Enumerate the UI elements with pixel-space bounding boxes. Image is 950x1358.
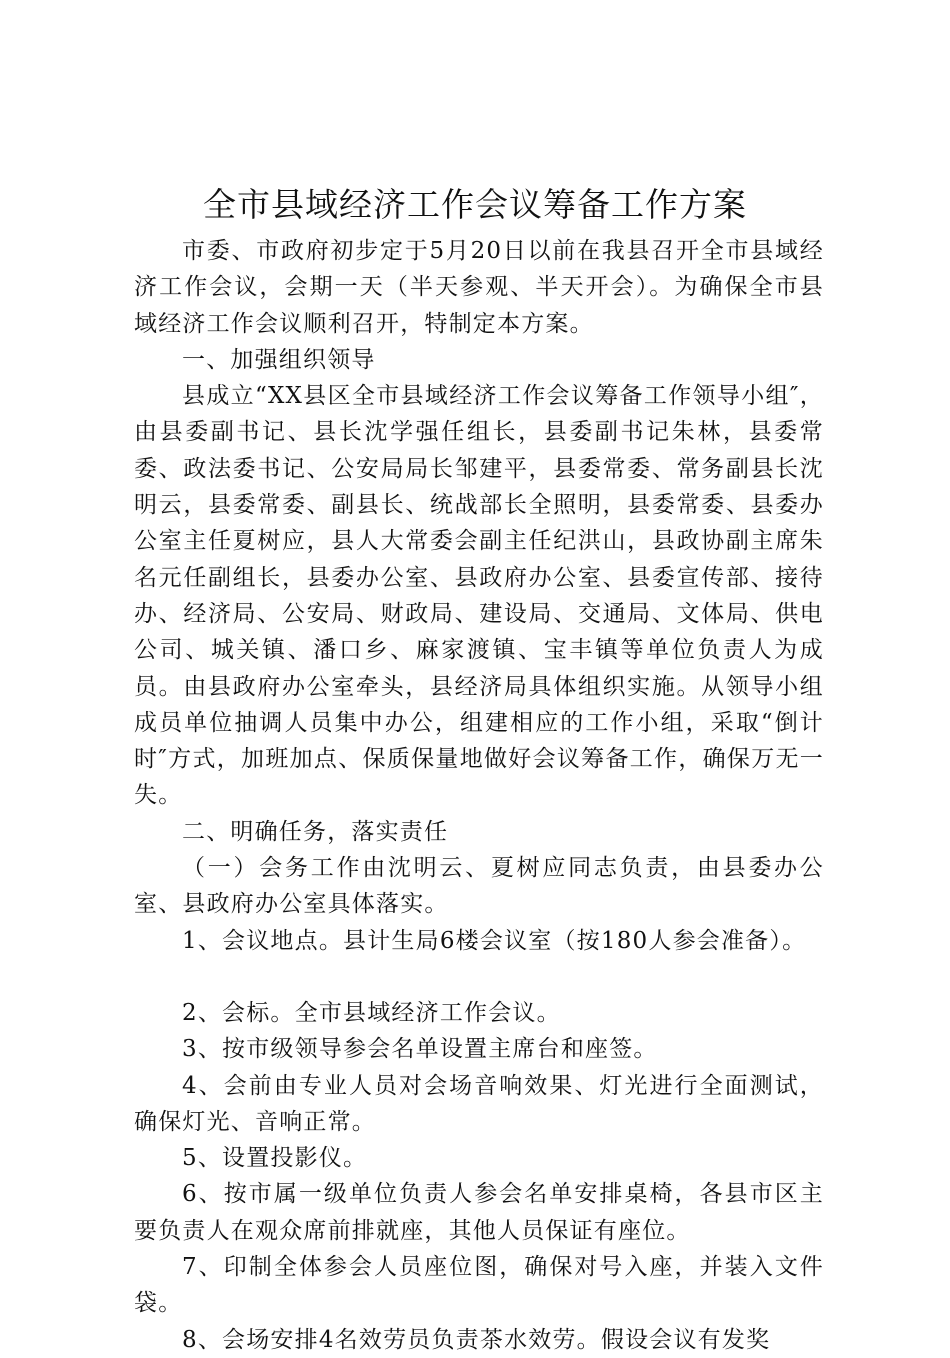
subsection-heading-1: （一）会务工作由沈明云、夏树应同志负责，由县委办公室、县政府办公室具体落实。 xyxy=(134,855,824,918)
list-item: 4、会前由专业人员对会场音响效果、灯光进行全面测试，确保灯光、音响正常。 xyxy=(134,1072,824,1135)
document-title: 全市县域经济工作会议筹备工作方案 xyxy=(203,185,747,224)
leadership-paragraph: 县成立“XX县区全市县域经济工作会议筹备工作领导小组″，由县委副书记、县长沈学强任组长，县委副书记朱林，县委常委、政法委书记、公安局局长邹建平，县委常委、常务副县长沈明云，县委常委、副县长、统战部长全照明，县委常委、县委办公室主任夏树应，县人大常委会副主任纪洪山，县政协副主席朱名元任副组长，县委办公室、县政府办公室、县委宣传部、接待办、经济局、公安局、财政局、建设局、交通局、文体局、供电公司、城关镇、潘口乡、麻家渡镇、宝丰镇等单位负责人为成员。由县政府办公室牵头，县经济局具体组织实施。从领导小组成员单位抽调人员集中办公，组建相应的工作小组，采取“倒计时″方式，加班加点、保质保量地做好会议筹备工作，确保万无一失。 xyxy=(134,383,824,809)
intro-paragraph: 市委、市政府初步定于5月20日以前在我县召开全市县域经济工作会议，会期一天（半天参观、半天开会）。为确保全市县域经济工作会议顺利召开，特制定本方案。 xyxy=(134,238,824,337)
list-item: 2、会标。全市县域经济工作会议。 xyxy=(182,999,561,1026)
section-heading-1: 一、加强组织领导 xyxy=(182,346,376,373)
list-item: 5、设置投影仪。 xyxy=(182,1145,368,1172)
list-item: 8、会场安排4名效劳员负责茶水效劳。假设会议有发奖 xyxy=(182,1326,771,1353)
list-item: 1、会议地点。县计生局6楼会议室（按180人参会准备）。 xyxy=(182,927,807,954)
section-heading-2: 二、明确任务，落实责任 xyxy=(182,818,449,845)
document-body xyxy=(134,233,824,1358)
list-item: 3、按市级领导参会名单设置主席台和座签。 xyxy=(182,1036,658,1063)
blank-line xyxy=(134,959,824,995)
list-item: 7、印制全体参会人员座位图，确保对号入座，并装入文件袋。 xyxy=(134,1254,824,1317)
list-item: 6、按市属一级单位负责人参会名单安排桌椅，各县市区主要负责人在观众席前排就座，其他人员保证有座位。 xyxy=(134,1181,824,1244)
